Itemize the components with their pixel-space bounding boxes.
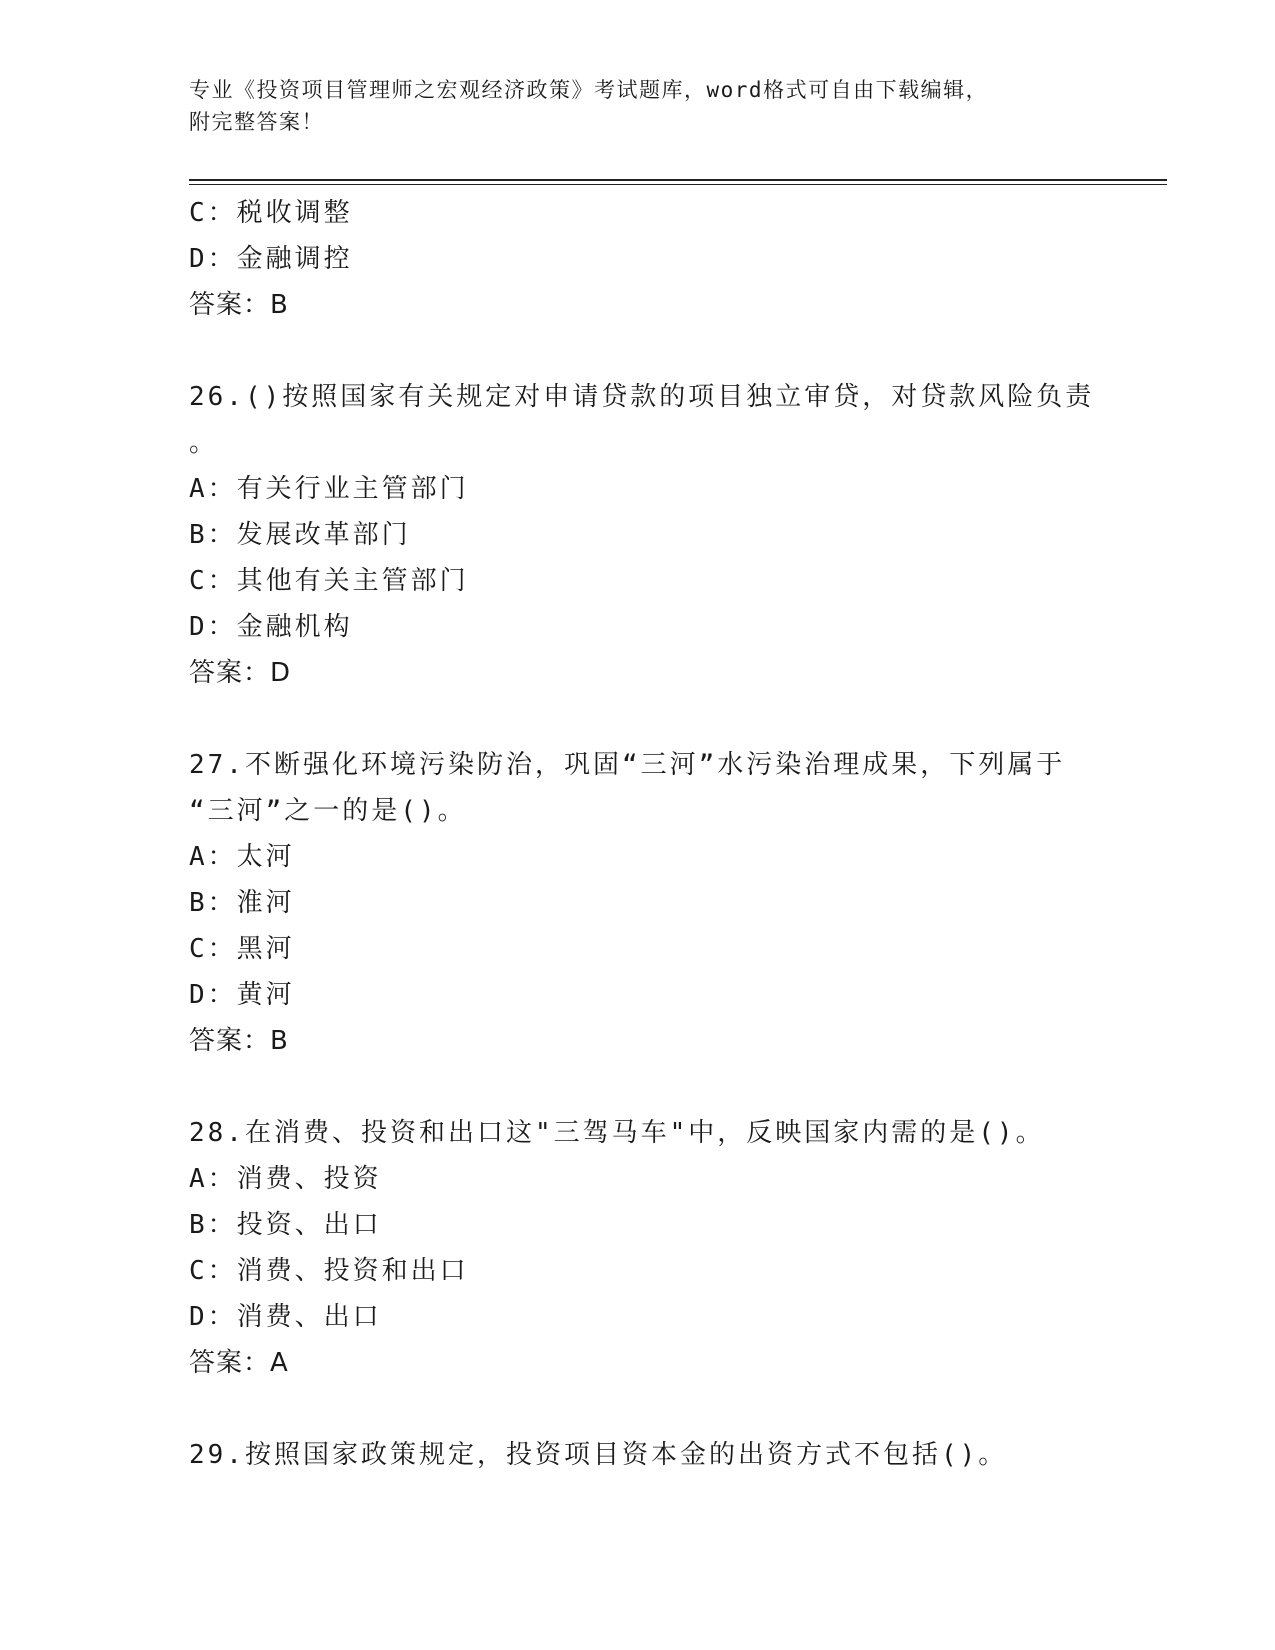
option-line: C：其他有关主管部门 <box>189 566 469 596</box>
option-line: B：淮河 <box>189 888 295 918</box>
header-rule-thick <box>189 179 1167 181</box>
question-stem: 29.按照国家政策规定，投资项目资本金的出资方式不包括()。 <box>189 1440 1008 1470</box>
option-line: D：消费、出口 <box>189 1302 382 1332</box>
option-line: C：税收调整 <box>189 198 353 228</box>
answer-line: 答案：B <box>189 290 289 320</box>
header-line-2: 附完整答案！ <box>189 110 324 134</box>
spacer <box>189 1386 1089 1432</box>
question-stem-cont: 。 <box>189 428 219 458</box>
answer-line: 答案：B <box>189 1026 289 1056</box>
header-line-1: 专业《投资项目管理师之宏观经济政策》考试题库，word格式可自由下载编辑， <box>189 78 989 102</box>
option-line: C：消费、投资和出口 <box>189 1256 469 1286</box>
option-line: D：金融调控 <box>189 244 353 274</box>
spacer <box>189 1064 1089 1110</box>
question-stem-cont: “三河”之一的是()。 <box>189 796 467 826</box>
answer-line: 答案：D <box>189 658 292 688</box>
option-line: A：消费、投资 <box>189 1164 382 1194</box>
header-rule-thin <box>189 184 1167 185</box>
spacer <box>189 328 1089 374</box>
question-stem: 27.不断强化环境污染防治，巩固“三河”水污染治理成果，下列属于 <box>189 750 1066 780</box>
option-line: C：黑河 <box>189 934 295 964</box>
option-line: A：有关行业主管部门 <box>189 474 469 504</box>
spacer <box>189 696 1089 742</box>
answer-line: 答案：A <box>189 1348 289 1378</box>
question-list <box>189 190 1095 1478</box>
option-line: B：发展改革部门 <box>189 520 411 550</box>
option-line: D：黄河 <box>189 980 295 1010</box>
page-header <box>189 74 1089 138</box>
option-line: D：金融机构 <box>189 612 353 642</box>
question-stem: 28.在消费、投资和出口这"三驾马车"中，反映国家内需的是()。 <box>189 1118 1045 1148</box>
option-line: A：太河 <box>189 842 295 872</box>
option-line: B：投资、出口 <box>189 1210 382 1240</box>
question-stem: 26.()按照国家有关规定对申请贷款的项目独立审贷，对贷款风险负责 <box>189 382 1095 412</box>
